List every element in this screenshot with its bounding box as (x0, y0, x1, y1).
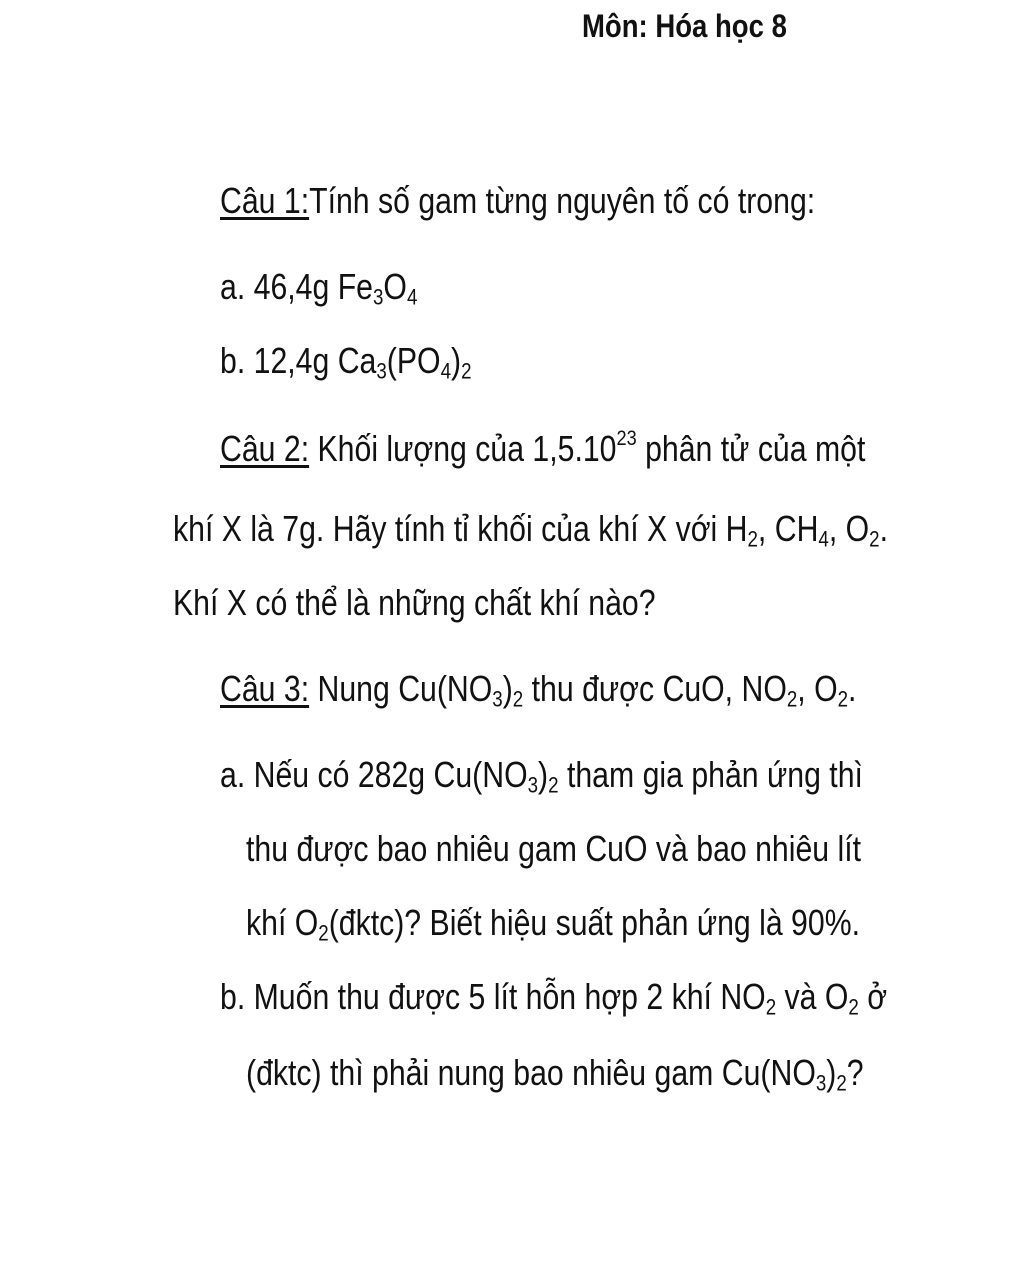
formula-subscript: 4 (440, 358, 452, 384)
question-2-line-3 (173, 582, 656, 624)
formula-subscript: 3 (815, 1070, 827, 1096)
question-3-text: thu được CuO, NO (523, 668, 787, 709)
formula-subscript: 2 (765, 994, 777, 1020)
formula-subscript: 3 (527, 772, 539, 798)
formula-subscript: 2 (786, 686, 798, 712)
question-3-text: tham gia phản ứng thì (558, 754, 863, 795)
question-3-part-b-line-1 (220, 976, 887, 1018)
question-3-text: a. Nếu có 282g Cu(NO (220, 754, 528, 795)
formula-subscript: 3 (372, 284, 384, 310)
question-3-line-1 (220, 668, 856, 710)
question-3-text: , O (797, 668, 838, 709)
question-3-text: ? (846, 1052, 864, 1093)
formula-subscript: 3 (492, 686, 503, 712)
formula-element: O (383, 266, 407, 307)
question-3-text: ở (858, 976, 888, 1017)
formula-subscript: 3 (376, 358, 387, 384)
formula-group: ) (451, 340, 462, 381)
question-3-text: và O (776, 976, 849, 1017)
question-2-text: Khí X có thể là những chất khí nào? (173, 582, 656, 623)
question-3-text: thu được bao nhiêu gam CuO và bao nhiêu lít (246, 828, 862, 869)
question-3-text: (đktc)? Biết hiệu suất phản ứng là 90%. (328, 902, 860, 943)
question-1-line (220, 180, 815, 222)
question-2-text: phân tử của một (636, 428, 866, 469)
question-3-text: ) (538, 754, 549, 795)
question-3-text: ) (826, 1052, 837, 1093)
question-2-text: , CH (757, 508, 819, 549)
formula-subscript: 2 (461, 358, 472, 384)
question-2-text: Khối lượng của 1,5.10 (309, 428, 617, 469)
question-3-text: . (848, 668, 857, 709)
question-3-part-a-line-2 (246, 828, 861, 870)
question-2-line-2 (173, 508, 888, 550)
question-1-part-a (220, 266, 417, 308)
formula-subscript: 2 (869, 526, 880, 552)
question-2-label: Câu 2: (220, 428, 310, 469)
formula-subscript: 2 (512, 686, 524, 712)
question-3-part-a-line-3 (246, 902, 860, 944)
question-3-label: Câu 3: (220, 668, 310, 709)
question-1-label: Câu 1: (220, 180, 310, 221)
question-2-text: khí X là 7g. Hãy tính tỉ khối của khí X với H (173, 508, 748, 549)
question-2-text: , O (828, 508, 870, 549)
question-1-text: Tính số gam từng nguyên tố có trong: (309, 180, 816, 221)
formula-group: (PO (386, 340, 441, 381)
question-2-line-1 (220, 424, 866, 470)
question-2-text: . (879, 508, 889, 549)
question-3-text: b. Muốn thu được 5 lít hỗn hợp 2 khí NO (220, 976, 766, 1017)
exponent: 23 (616, 424, 637, 450)
question-1-part-b (220, 340, 472, 382)
subject-header: Môn: Hóa học 8 (582, 8, 787, 44)
formula-subscript: 2 (318, 920, 329, 946)
question-3-text: (đktc) thì phải nung bao nhiêu gam Cu(NO (246, 1052, 816, 1093)
question-3-text: ) (502, 668, 513, 709)
formula-subscript: 2 (848, 994, 859, 1020)
formula-subscript: 2 (837, 686, 849, 712)
question-3-text: khí O (246, 902, 319, 943)
question-3-text: Nung Cu(NO (309, 668, 493, 709)
formula-subscript: 2 (836, 1070, 847, 1096)
formula-subscript: 4 (818, 526, 829, 552)
formula-element: Ca (337, 340, 377, 381)
part-b-prefix: b. 12,4g (220, 340, 338, 381)
formula-subscript: 4 (406, 284, 418, 310)
formula-element: Fe (337, 266, 373, 307)
part-a-prefix: a. 46,4g (220, 266, 338, 307)
question-3-part-b-line-2 (246, 1052, 864, 1094)
formula-subscript: 2 (548, 772, 559, 798)
question-3-part-a-line-1 (220, 754, 863, 796)
formula-subscript: 2 (747, 526, 758, 552)
